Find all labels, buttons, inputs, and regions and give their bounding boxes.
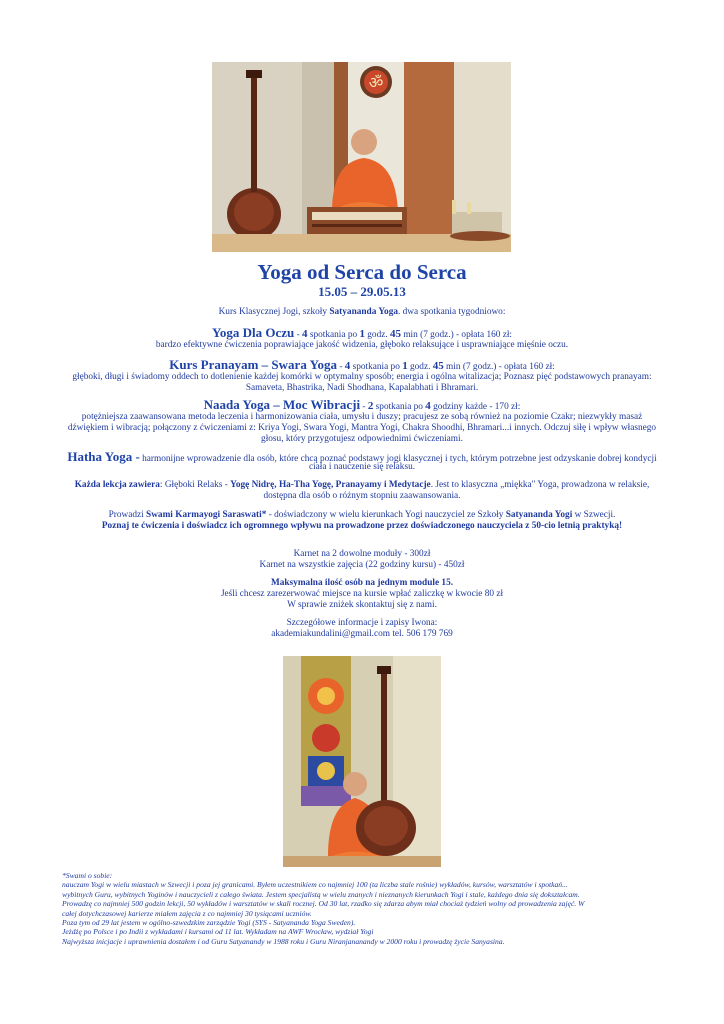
course-eyes-sched-a: -	[294, 330, 303, 340]
course-pranayam-sched-a: -	[337, 362, 345, 372]
course-pranayam-n1: 4	[344, 360, 351, 372]
intro-line	[50, 307, 674, 319]
about-heading: *Swami o sobie:	[62, 871, 113, 880]
course-naada-desc-1: potężniejsza zaawansowana metoda leczenia i harmonizowania ciała, umysłu i duszy; pracujesz ze sobą również na poziomie Czakr; niezwykły masaż	[81, 412, 643, 422]
pricing-line-2: Karnet na wszystkie zajęcia (22 godziny kursu) - 450zł	[259, 560, 465, 570]
course-eyes-sched-d: min (7 godz.) - opłata 160 zł:	[401, 330, 513, 340]
svg-text:ॐ: ॐ	[368, 73, 384, 92]
course-pranayam-n3: 45	[432, 360, 444, 372]
lesson-bold: Yogę Nidrę, Ha-Tha Yogę, Pranayamy i Medytacje	[230, 480, 431, 490]
lesson-label: Każda lekcja zawiera	[74, 480, 160, 490]
course-naada-desc-3: głosu, który przygotujesz odpowiednimi ćwiczeniami.	[261, 434, 463, 444]
contact-line-2: akademiakundalini@gmail.com tel. 506 179 769	[271, 629, 453, 639]
about-line: Jeżdżę po Polsce i po Indii z wykładami i kursami od 11 lat. Wykładam na AWF Wrocław, wydział Yogi	[62, 927, 374, 937]
course-eyes-desc: bardzo efektywne ćwiczenia poprawiające jakość widzenia, głęboko relaksujące i usprawniające mięśnie oczu.	[155, 340, 569, 350]
about-line: Poza tym od 29 lat jestem w ogólno-szwedzkim zarządzie Yogi (SYS - Satyananda Yoga Sweden).	[62, 918, 356, 928]
lesson-contents	[50, 480, 674, 492]
course-pranayam-desc-1: głęboki, długi i świadomy oddech to dotlenienie każdej komórki w optymalny sposób; energia i ogólna witalizacja; Poznasz pięć podstawowych pranayam:	[72, 372, 652, 382]
booking-max: Maksymalna ilość osób na jednym module 15.	[270, 578, 454, 588]
course-pranayam-sched-c: godz.	[407, 362, 433, 372]
about-teacher-note	[62, 871, 662, 946]
course-pranayam-sched-d: min (7 godz.) - opłata 160 zł:	[443, 362, 555, 372]
teacher-tanpura-photo	[283, 656, 441, 867]
intro-post: . dwa spotkania tygodniowo:	[398, 307, 506, 317]
contact-line-1: Szczegółowe informacje i zapisy Iwona:	[286, 618, 438, 628]
course-hatha-desc-1: harmonijne wprowadzenie dla osób, które chcą poznać podstawy jogi klasycznej i tych, którym potrzebne jest odzyskanie dobrej kondycji	[139, 454, 657, 464]
course-naada-name: Naada Yoga – Moc Wibracji	[203, 397, 361, 412]
course-eyes-sched-c: godz.	[364, 330, 390, 340]
course-hatha-name: Hatha Yoga -	[67, 449, 140, 464]
course-pranayam-sched-b: spotkania po	[350, 362, 403, 372]
lesson-line-2: dostępna dla osób o różnym stopniu zaawansowania.	[263, 491, 461, 501]
intro-pre: Kurs Klasycznej Jogi, szkoły	[218, 307, 330, 317]
course-naada-n2: 4	[425, 400, 431, 412]
course-pranayam-n2: 1	[402, 360, 408, 372]
lesson-post: . Jest to klasyczna „miękka" Yoga, prowadzona w relaksie,	[430, 480, 650, 490]
teacher-bold-text: Poznaj te ćwiczenia i doświadcz ich ogromnego wpływu na prowadzone przez doświadczonego nauczyciela z 50-cio letnią praktyką!	[101, 521, 623, 531]
teacher-line	[50, 510, 674, 522]
course-eyes-n2: 1	[359, 328, 365, 340]
course-naada-sched-a: -	[360, 402, 368, 412]
course-hatha-desc-2: ciała i nauczenie się relaksu.	[308, 462, 416, 472]
lesson-pre: : Głęboki Relaks -	[159, 480, 231, 490]
about-line: nauczam Yogi w wielu miastach w Szwecji i poza jej granicami. Byłem uczestnikiem co najmniej 100 (ta liczba stale rośnie) wykładów, kursów, warsztatów i spotkań...	[62, 880, 568, 890]
booking-bold	[50, 578, 674, 590]
teacher-post: w Szwecji.	[572, 510, 616, 520]
course-pranayam-name: Kurs Pranayam – Swara Yoga	[169, 357, 338, 372]
intro-school: Satyananda Yoga	[329, 307, 398, 317]
course-naada-sched-b: spotkania po	[373, 402, 426, 412]
booking-line-2: Jeśli chcesz zarezerwować miejsce na kursie wpłać zaliczkę w kwocie 80 zł	[220, 589, 504, 599]
course-eyes-n1: 4	[302, 328, 308, 340]
course-naada-sched-c: godziny każde - 170 zł:	[430, 402, 521, 412]
about-line: Prowadzę co najmniej 500 godzin lekcji, 50 wykładów i warsztatów w skali rocznej. Od 30 lat, rzadko się zdarza abym miał chociaż tydzień wolny od prowadzenia zajęć. W	[62, 899, 585, 909]
course-naada-n1: 2	[367, 400, 374, 412]
teacher-school: Satyananda Yogi	[505, 510, 573, 520]
course-eyes-name: Yoga Dla Oczu	[211, 325, 295, 340]
about-line: Najwyższa inicjacje i uprawnienia dostałem i od Guru Satyanandy w 1988 roku i Guru Niranjananandy w 2000 roku i prowadzę życie Sanyasina.	[62, 936, 505, 946]
course-eyes-n3: 45	[390, 328, 401, 340]
course-pranayam-desc-2: Samaveta, Bhastrika, Nadi Shodhana, Kapalabhati i Bhramari.	[245, 383, 479, 393]
teacher-mid: - doświadczony w wielu kierunkach Yogi nauczyciel ze Szkoły	[266, 510, 506, 520]
about-line: całej dotychczasowej karierze miałem zajęcia z co najmniej 30 tysiącami uczniów.	[62, 908, 312, 918]
teacher-name: Swami Karmayogi Saraswati*	[146, 510, 267, 520]
teacher-harmonium-photo	[212, 62, 511, 252]
booking-line-3: W sprawie zniżek skontaktuj się z nami.	[287, 600, 437, 610]
page-title: Yoga od Serca do Serca	[257, 260, 467, 284]
teacher-bold-line	[50, 521, 674, 533]
pricing-line-1: Karnet na 2 dowolne moduły - 300zł	[293, 549, 431, 559]
about-line: wybitnych Guru, wybitnych Yoginów i nauczycieli z całego świata. Jestem specjalistą w wielu znanych i nieznanych kierunkach Yogi i stale, każdego dnia się dokształcam.	[62, 889, 580, 899]
course-eyes-sched-b: spotkania po	[307, 330, 360, 340]
course-dates: 15.05 – 29.05.13	[318, 284, 406, 299]
teacher-pre: Prowadzi	[108, 510, 147, 520]
course-naada-desc-2: dźwiękiem i wibracją; połączony z ćwiczeniami z: Kriya Yogi, Swara Yogi, Mantra Yogi, Chakra Shoodhi, Bhramari...i innych. Odczuj siłę i wpływ własnego	[67, 423, 657, 433]
